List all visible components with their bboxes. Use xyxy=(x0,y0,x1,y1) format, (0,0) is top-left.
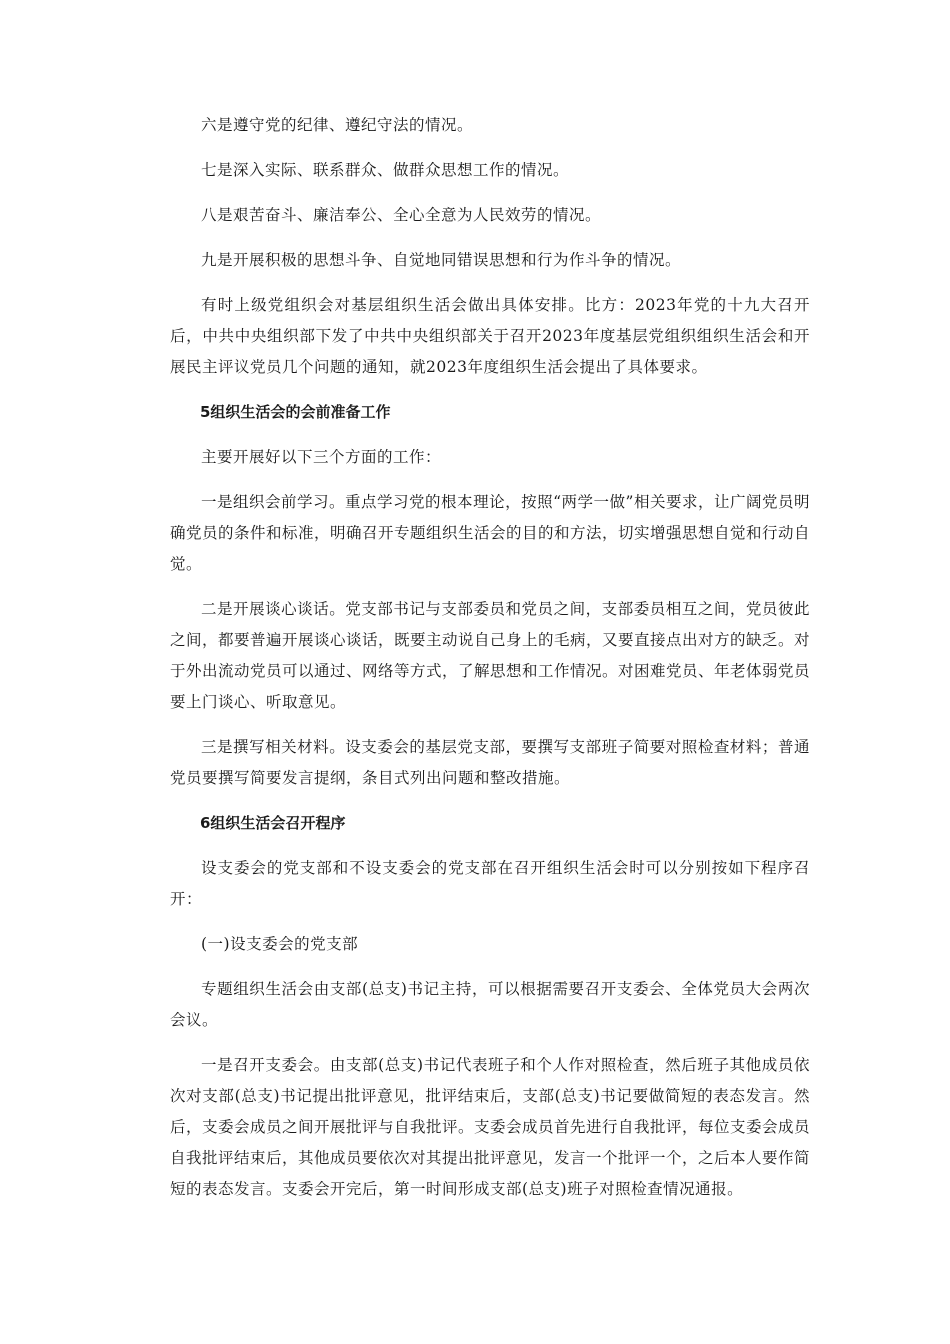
paragraph: 九是开展积极的思想斗争、自觉地同错误思想和行为作斗争的情况。 xyxy=(201,251,682,269)
paragraph: (一)设支委会的党支部 xyxy=(201,935,359,953)
paragraph: 专题组织生活会由支部(总支)书记主持，可以根据需要召开支委会、全体党员大会两次会议。 xyxy=(170,980,810,1029)
section-heading: 6组织生活会召开程序 xyxy=(200,814,346,832)
section-heading: 5组织生活会的会前准备工作 xyxy=(200,403,391,421)
document-body xyxy=(170,110,810,1219)
paragraph: 有时上级党组织会对基层组织生活会做出具体安排。比方：2023年党的十九大召开后，中共中央组织部下发了中共中央组织部关于召开2023年度基层党组织组织生活会和开展民主评议党员几个问题的通知，就2023年度组织生活会提出了具体要求。 xyxy=(170,296,810,376)
paragraph: 主要开展好以下三个方面的工作： xyxy=(201,448,442,466)
paragraph: 一是召开支委会。由支部(总支)书记代表班子和个人作对照检查，然后班子其他成员依次对支部(总支)书记提出批评意见，批评结束后，支部(总支)书记要做简短的表态发言。然后，支委会成员之间开展批评与自我批评。支委会成员首先进行自我批评，每位支委会成员自我批评结束后，其他成员要依次对其提出批评意见，发言一个批评一个，之后本人要作简短的表态发言。支委会开完后，第一时间形成支部(总支)班子对照检查情况通报。 xyxy=(170,1056,811,1198)
paragraph: 一是组织会前学习。重点学习党的根本理论，按照“两学一做”相关要求，让广阔党员明确党员的条件和标准，明确召开专题组织生活会的目的和方法，切实增强思想自觉和行动自觉。 xyxy=(170,493,811,573)
paragraph: 二是开展谈心谈话。党支部书记与支部委员和党员之间，支部委员相互之间，党员彼此之间，都要普遍开展谈心谈话，既要主动说自己身上的毛病，又要直接点出对方的缺乏。对于外出流动党员可以通过、网络等方式，了解思想和工作情况。对困难党员、年老体弱党员要上门谈心、听取意见。 xyxy=(170,600,811,711)
paragraph: 七是深入实际、联系群众、做群众思想工作的情况。 xyxy=(201,161,570,179)
paragraph: 设支委会的党支部和不设支委会的党支部在召开组织生活会时可以分别按如下程序召开： xyxy=(170,859,810,908)
paragraph: 六是遵守党的纪律、遵纪守法的情况。 xyxy=(201,116,474,134)
paragraph: 三是撰写相关材料。设支委会的基层党支部，要撰写支部班子简要对照检查材料；普通党员要撰写简要发言提纲，条目式列出问题和整改措施。 xyxy=(170,738,810,787)
paragraph: 八是艰苦奋斗、廉洁奉公、全心全意为人民效劳的情况。 xyxy=(201,206,602,224)
